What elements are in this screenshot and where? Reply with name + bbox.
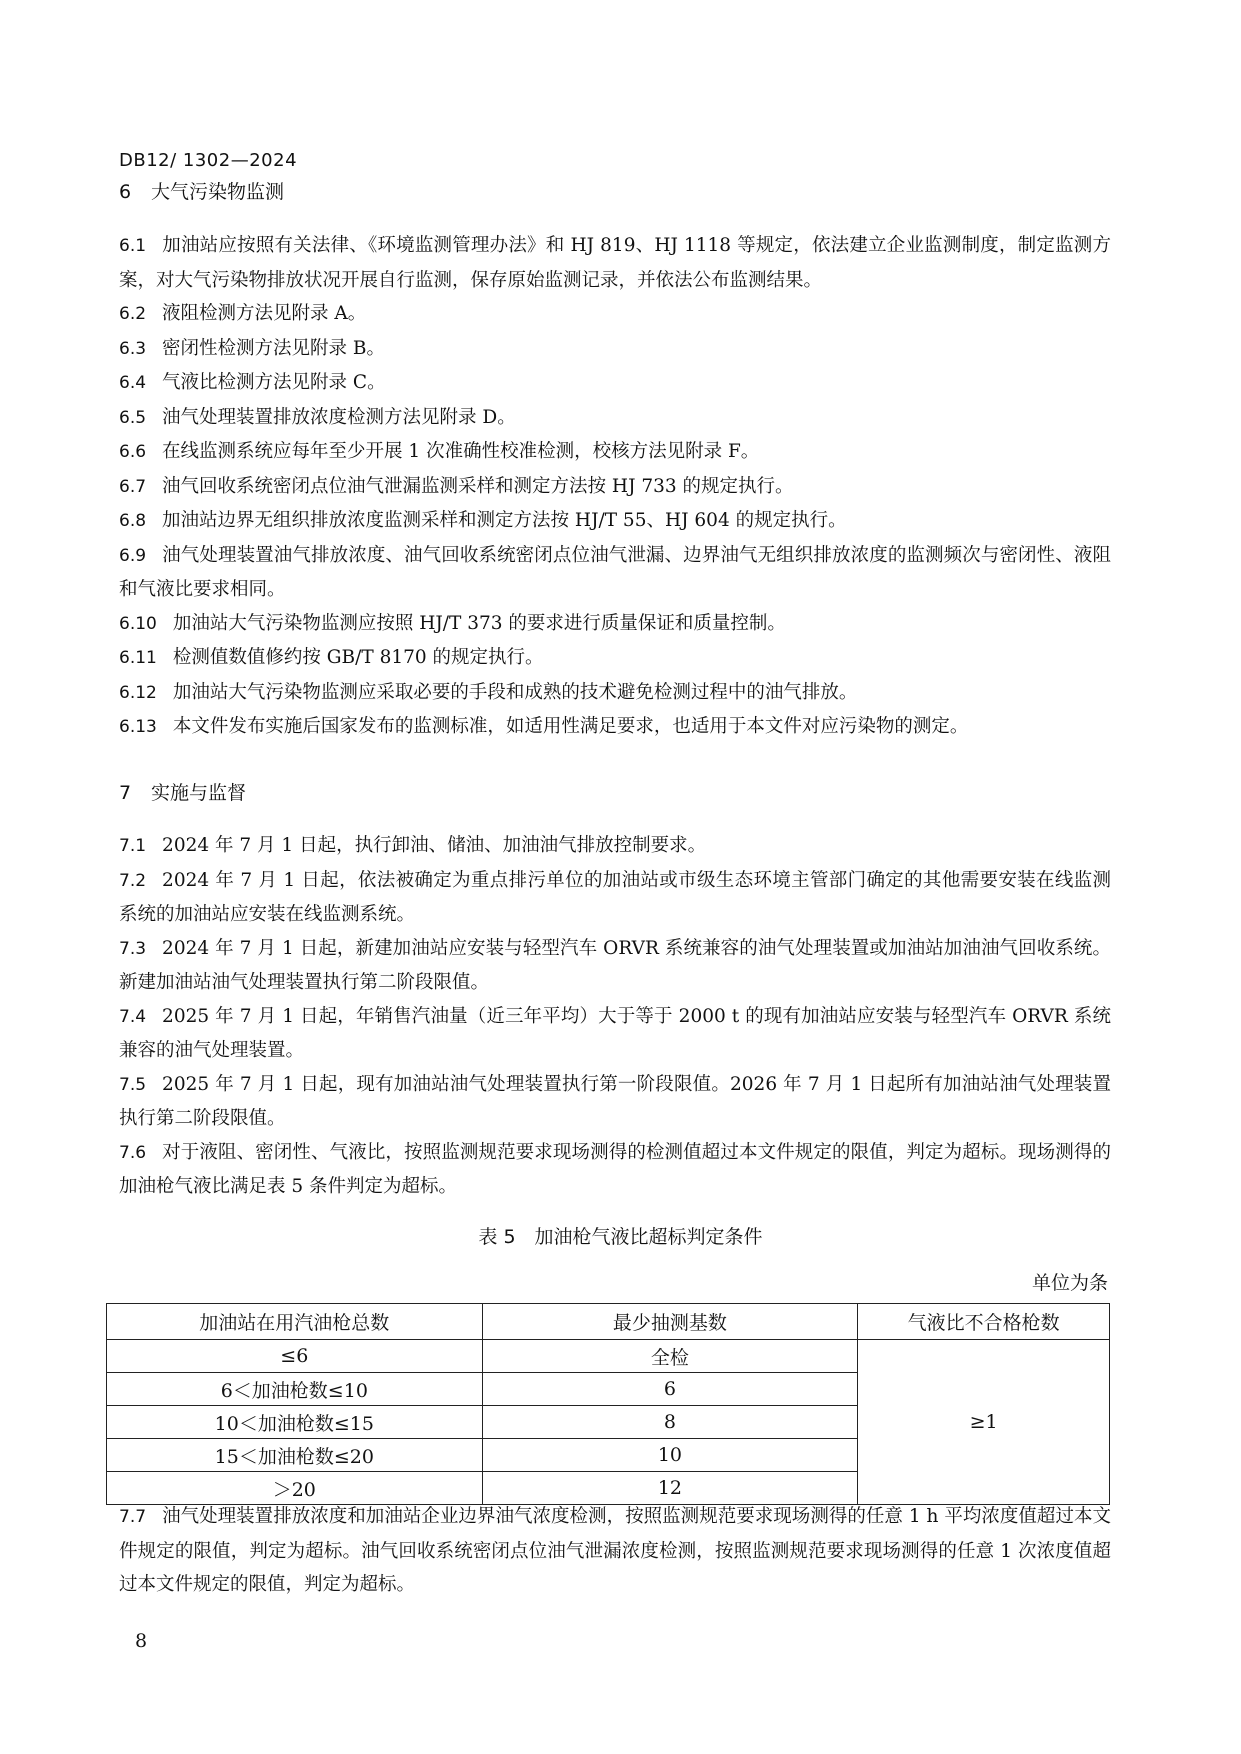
clause-text: 油气处理装置油气排放浓度、油气回收系统密闭点位油气泄漏、边界油气无组织排放浓度的监测频次与密闭性、液阻和气液比要求相同。 xyxy=(119,544,1111,600)
clause-number: 6.12 xyxy=(119,682,157,703)
clause-6-8 xyxy=(119,504,1111,539)
clause-number: 6.8 xyxy=(119,511,147,531)
clause-text: 密闭性检测方法见附录 B。 xyxy=(162,337,386,359)
clause-text: 油气回收系统密闭点位油气泄漏监测采样和测定方法按 HJ 733 的规定执行。 xyxy=(162,475,794,497)
table-cell: ＞20 xyxy=(107,1472,483,1505)
clause-7-7 xyxy=(119,1500,1111,1602)
clause-number: 6.11 xyxy=(119,648,157,668)
clause-number: 7.7 xyxy=(119,1507,147,1527)
table-cell: 15＜加油枪数≤20 xyxy=(107,1439,483,1472)
section-7-title: 实施与监督 xyxy=(151,782,247,804)
clause-7-4 xyxy=(119,1000,1111,1068)
table-cell: 8 xyxy=(482,1406,858,1439)
section-7-number: 7 xyxy=(119,782,132,804)
clause-number: 6.3 xyxy=(119,338,147,359)
clause-6-9 xyxy=(119,539,1111,607)
clause-6-11 xyxy=(119,641,1111,676)
clause-6-2 xyxy=(119,297,1111,332)
clause-text: 2024 年 7 月 1 日起，依法被确定为重点排污单位的加油站或市级生态环境主管部门确定的其他需要安装在线监测系统的加油站应安装在线监测系统。 xyxy=(119,869,1111,925)
table-cell: 12 xyxy=(482,1472,858,1505)
table-cell: 全检 xyxy=(482,1340,858,1373)
clause-6-3 xyxy=(119,332,1111,367)
clause-7-1 xyxy=(119,829,1111,864)
clause-number: 6.5 xyxy=(119,407,147,428)
clause-6-12 xyxy=(119,676,1111,711)
section-7-clauses xyxy=(119,829,1111,1204)
clause-text: 检测值数值修约按 GB/T 8170 的规定执行。 xyxy=(172,647,544,668)
clause-text: 气液比检测方法见附录 C。 xyxy=(162,372,386,393)
page-number: 8 xyxy=(135,1630,148,1652)
clause-text: 本文件发布实施后国家发布的监测标准，如适用性满足要求，也适用于本文件对应污染物的测定。 xyxy=(172,716,969,737)
column-header: 气液比不合格枪数 xyxy=(858,1304,1110,1340)
column-header: 加油站在用汽油枪总数 xyxy=(107,1304,483,1340)
section-6-number: 6 xyxy=(119,181,132,203)
table-cell: 10＜加油枪数≤15 xyxy=(107,1406,483,1439)
table-cell: 10 xyxy=(482,1439,858,1472)
clause-6-1 xyxy=(119,229,1111,297)
clause-text: 2025 年 7 月 1 日起，现有加油站油气处理装置执行第一阶段限值。2026 年 7 月 1 日起所有加油站油气处理装置执行第二阶段限值。 xyxy=(119,1073,1111,1129)
clause-6-13 xyxy=(119,710,1111,745)
clause-number: 7.6 xyxy=(119,1142,147,1163)
table-header-row xyxy=(107,1304,1110,1340)
clause-text: 对于液阻、密闭性、气液比，按照监测规范要求现场测得的检测值超过本文件规定的限值，判定为超标。现场测得的加油枪气液比满足表 5 条件判定为超标。 xyxy=(119,1141,1111,1197)
clause-6-10 xyxy=(119,607,1111,642)
section-6-heading xyxy=(119,177,284,204)
clause-7-5 xyxy=(119,1068,1111,1136)
clause-text: 加油站边界无组织排放浓度监测采样和测定方法按 HJ/T 55、HJ 604 的规定执行。 xyxy=(162,510,847,531)
clause-text: 加油站大气污染物监测应按照 HJ/T 373 的要求进行质量保证和质量控制。 xyxy=(172,612,786,634)
clause-number: 6.6 xyxy=(119,442,147,462)
clause-text: 2025 年 7 月 1 日起，年销售汽油量（近三年平均）大于等于 2000 t 的现有加油站应安装与轻型汽车 ORVR 系统兼容的油气处理装置。 xyxy=(119,1005,1111,1061)
table-5-unit: 单位为条 xyxy=(1031,1272,1108,1294)
clause-6-7 xyxy=(119,470,1111,505)
clause-7-2 xyxy=(119,864,1111,932)
clause-text: 液阻检测方法见附录 A。 xyxy=(162,303,367,324)
clause-7-6 xyxy=(119,1136,1111,1204)
clause-number: 7.5 xyxy=(119,1074,147,1095)
clause-text: 油气处理装置排放浓度和加油站企业边界油气浓度检测，按照监测规范要求现场测得的任意 1 h 平均浓度值超过本文件规定的限值，判定为超标。油气回收系统密闭点位油气泄漏浓度检测，按照监测规范要求现场测得的任意 1 次浓度值超过本文件规定的限值，判定为超标。 xyxy=(119,1506,1111,1595)
section-6-clauses xyxy=(119,229,1111,745)
merged-cell: ≥1 xyxy=(858,1340,1110,1505)
table-cell: 6＜加油枪数≤10 xyxy=(107,1373,483,1406)
clause-number: 6.13 xyxy=(119,717,157,737)
clause-number: 7.3 xyxy=(119,938,147,959)
section-6-title: 大气污染物监测 xyxy=(151,181,285,203)
table-row xyxy=(107,1340,1110,1373)
clause-number: 6.9 xyxy=(119,545,147,566)
clause-number: 7.1 xyxy=(119,836,147,856)
clause-text: 在线监测系统应每年至少开展 1 次准确性校准检测，校核方法见附录 F。 xyxy=(162,441,760,462)
document-code: DB12/ 1302—2024 xyxy=(119,150,298,171)
clause-number: 7.2 xyxy=(119,870,147,891)
table-5-title: 表 5 加油枪气液比超标判定条件 xyxy=(478,1226,763,1248)
clause-number: 6.2 xyxy=(119,304,147,324)
clause-text: 2024 年 7 月 1 日起，执行卸油、储油、加油油气排放控制要求。 xyxy=(162,835,707,856)
table-cell: ≤6 xyxy=(107,1340,483,1373)
clause-text: 2024 年 7 月 1 日起，新建加油站应安装与轻型汽车 ORVR 系统兼容的油气处理装置或加油站加油油气回收系统。新建加油站油气处理装置执行第二阶段限值。 xyxy=(119,937,1111,993)
section-7-heading xyxy=(119,778,246,805)
clause-number: 6.1 xyxy=(119,236,147,256)
column-header: 最少抽测基数 xyxy=(482,1304,858,1340)
clause-text: 加油站应按照有关法律、《环境监测管理办法》和 HJ 819、HJ 1118 等规定，依法建立企业监测制度，制定监测方案，对大气污染物排放状况开展自行监测，保存原始监测记录，并依法公布监测结果。 xyxy=(119,235,1111,291)
clause-6-4 xyxy=(119,366,1111,401)
clause-text: 加油站大气污染物监测应采取必要的手段和成熟的技术避免检测过程中的油气排放。 xyxy=(172,681,858,703)
clause-7-3 xyxy=(119,932,1111,1000)
table-5 xyxy=(106,1303,1110,1505)
clause-text: 油气处理装置排放浓度检测方法见附录 D。 xyxy=(162,406,516,428)
clause-number: 6.10 xyxy=(119,613,157,634)
clause-number: 7.4 xyxy=(119,1006,147,1027)
clause-6-5 xyxy=(119,401,1111,436)
clause-number: 6.7 xyxy=(119,476,147,497)
clause-6-6 xyxy=(119,435,1111,470)
clause-number: 6.4 xyxy=(119,373,147,393)
table-cell: 6 xyxy=(482,1373,858,1406)
clause-7-7-block xyxy=(119,1500,1111,1602)
